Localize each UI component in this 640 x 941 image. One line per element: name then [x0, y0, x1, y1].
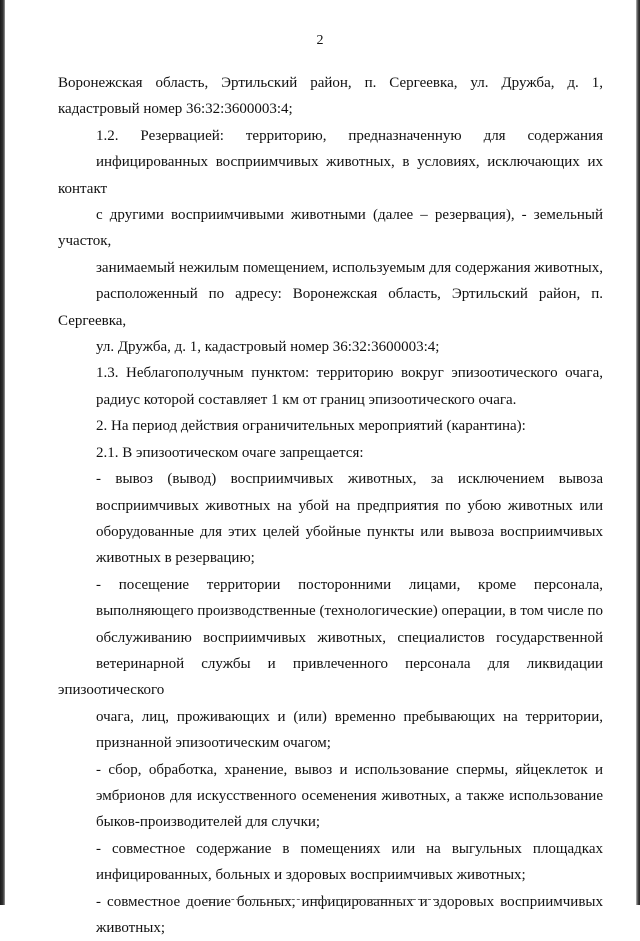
text-line: - сбор, обработка, хранение, вывоз и использование спермы, яйцеклеток и: [96, 761, 603, 778]
text-line: - вывоз (вывод) восприимчивых животных, за исключением вывоза: [96, 471, 603, 488]
document-body: [58, 70, 603, 941]
paragraph-p-2-1: [58, 440, 603, 466]
page-number: 2: [316, 33, 324, 48]
paragraph-p-1-2: [58, 123, 603, 361]
text-line: 1.3. Неблагополучным пунктом: территорию вокруг эпизоотического очага,: [96, 365, 603, 382]
text-line: - посещение территории посторонними лицами, кроме персонала,: [96, 576, 603, 593]
text-line: радиус которой составляет 1 км от границ эпизоотического очага.: [96, 391, 517, 408]
paragraph-item-visits: [58, 572, 603, 757]
text-line: Воронежская область, Эртильский район, п. Сергеевка, ул. Дружба, д. 1,: [58, 75, 603, 91]
text-line: занимаемый нежилым помещением, используемым для содержания животных,: [96, 259, 603, 276]
text-line: ул. Дружба, д. 1, кадастровый номер 36:32:3600003:4;: [96, 339, 440, 356]
text-line: - совместное содержание в помещениях или на выгульных площадках: [96, 840, 603, 857]
text-line: инфицированных, больных и здоровых восприимчивых животных;: [96, 867, 526, 884]
text-line: расположенный по адресу: Воронежская область, Эртильский район, п. Сергеевка,: [58, 286, 603, 329]
text-line: инфицированных восприимчивых животных, в условиях, исключающих их контакт: [58, 154, 603, 197]
text-line: ветеринарной службы и привлеченного персонала для ликвидации эпизоотического: [58, 655, 603, 699]
paragraph-item-export: [58, 466, 603, 572]
text-line: 2. На период действия ограничительных мероприятий (карантина):: [96, 418, 526, 435]
text-line: животных;: [96, 920, 166, 936]
text-line: оборудованные для этих целей убойные пункты или вывоза восприимчивых: [96, 523, 603, 540]
paragraph-item-sperm: [58, 757, 603, 836]
text-line: с другими восприимчивыми животными (далее – резервация), - земельный участок,: [58, 207, 603, 250]
paragraph-item-milking: [58, 889, 603, 941]
scan-edge-right: [636, 0, 640, 905]
text-line: очага, лиц, проживающих и (или) временно пребывающих на территории,: [96, 708, 603, 725]
text-line: признанной эпизоотическим очагом;: [96, 735, 331, 752]
text-line: животных в резервацию;: [96, 550, 255, 567]
paragraph-p-1-3: [58, 360, 603, 413]
text-line: - совместное доение больных, инфицированных и здоровых восприимчивых: [96, 893, 603, 910]
text-line: восприимчивых животных на убой на предприятия по убою животных или: [96, 497, 603, 514]
text-line: 1.2. Резервацией: территорию, предназначенную для содержания: [96, 127, 603, 144]
text-line: эмбрионов для искусственного осеменения животных, а также использование: [96, 787, 603, 804]
paragraph-address-cont: [58, 70, 603, 123]
text-line: выполняющего производственные (технологические) операции, в том числе по: [96, 603, 603, 620]
paragraph-p-2: [58, 413, 603, 439]
text-line: 2.1. В эпизоотическом очаге запрещается:: [96, 444, 364, 461]
paragraph-item-housing: [58, 836, 603, 889]
page-bottom-rule: [206, 899, 436, 900]
text-line: обслуживанию восприимчивых животных, специалистов государственной: [96, 629, 603, 646]
text-line: кадастровый номер 36:32:3600003:4;: [58, 101, 293, 118]
text-line: быков-производителей для случки;: [96, 814, 321, 831]
scan-edge-left: [0, 0, 5, 905]
